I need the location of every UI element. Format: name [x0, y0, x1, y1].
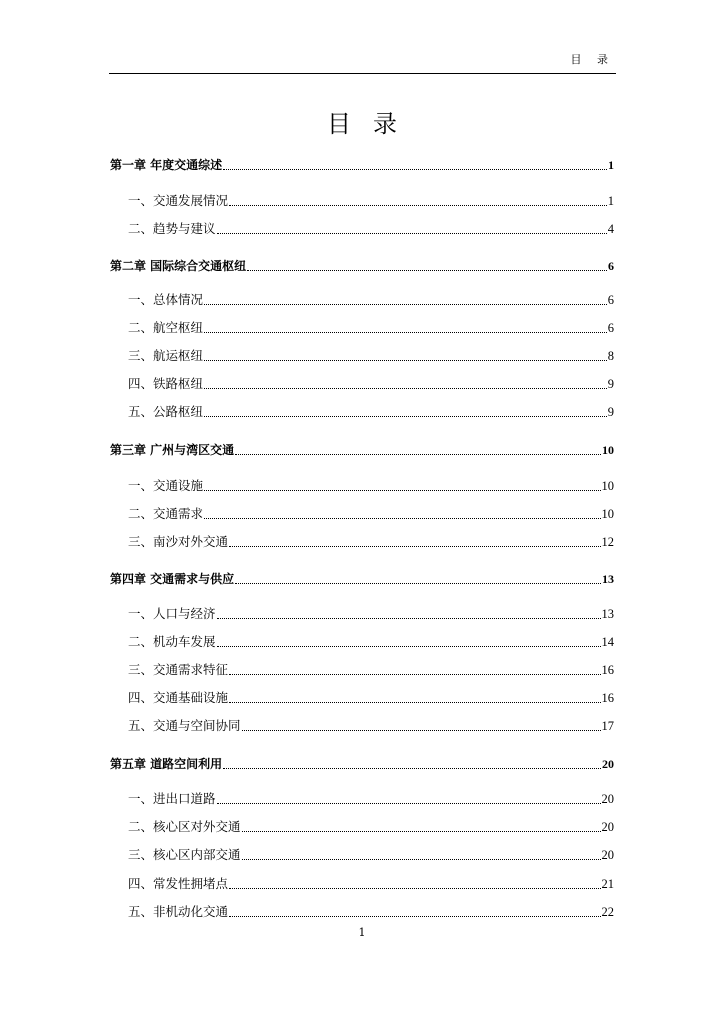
- toc-section[interactable]: [128, 404, 614, 420]
- toc-page-number: 20: [601, 820, 614, 834]
- toc-section[interactable]: [128, 221, 614, 237]
- dot-leader: [217, 803, 601, 804]
- toc-section[interactable]: [128, 904, 614, 920]
- toc-page-number: 8: [607, 349, 614, 363]
- toc-chapter-title: 第五章 道路空间利用: [110, 757, 223, 771]
- toc-section[interactable]: [128, 534, 614, 550]
- dot-leader: [204, 518, 600, 519]
- dot-leader: [217, 618, 601, 619]
- dot-leader: [217, 233, 607, 234]
- toc-chapter-2[interactable]: [110, 258, 614, 274]
- toc-section[interactable]: [128, 791, 614, 807]
- toc-chapter-title: 第四章 交通需求与供应: [110, 572, 235, 586]
- toc-section-title: 四、常发性拥堵点: [128, 876, 229, 891]
- toc-chapter-1[interactable]: [110, 157, 614, 173]
- toc-page-number: 13: [602, 572, 614, 586]
- dot-leader: [229, 916, 600, 917]
- toc-page-number: 10: [601, 507, 614, 521]
- toc-section-title: 二、航空枢纽: [128, 320, 204, 335]
- dot-leader: [235, 454, 601, 455]
- toc-section[interactable]: [128, 662, 614, 678]
- toc-page-number: 21: [601, 877, 614, 891]
- dot-leader: [242, 859, 601, 860]
- toc-section-title: 三、交通需求特征: [128, 662, 229, 677]
- toc-section[interactable]: [128, 478, 614, 494]
- toc-page-number: 4: [607, 222, 614, 236]
- page-number: 1: [358, 926, 366, 939]
- toc-chapter-title: 第二章 国际综合交通枢纽: [110, 259, 247, 273]
- toc-section-title: 四、铁路枢纽: [128, 376, 204, 391]
- toc-page-number: 10: [601, 479, 614, 493]
- dot-leader: [204, 332, 607, 333]
- toc-section-title: 五、交通与空间协同: [128, 718, 241, 733]
- toc-page-number: 9: [607, 405, 614, 419]
- toc-page-number: 1: [607, 194, 614, 208]
- toc-section[interactable]: [128, 348, 614, 364]
- toc-section[interactable]: [128, 690, 614, 706]
- dot-leader: [242, 730, 601, 731]
- dot-leader: [229, 205, 607, 206]
- toc-section-title: 一、交通发展情况: [128, 193, 229, 208]
- toc-page-number: 12: [601, 535, 614, 549]
- toc-section[interactable]: [128, 292, 614, 308]
- toc-page-number: 20: [601, 792, 614, 806]
- toc-page-number: 6: [607, 321, 614, 335]
- toc-section[interactable]: [128, 376, 614, 392]
- toc-section[interactable]: [128, 819, 614, 835]
- toc-page-number: 16: [601, 663, 614, 677]
- toc-section-title: 二、趋势与建议: [128, 221, 216, 236]
- dot-leader: [229, 546, 600, 547]
- toc-section-title: 一、进出口道路: [128, 791, 216, 806]
- toc-chapter-5[interactable]: [110, 756, 614, 772]
- dot-leader: [204, 360, 607, 361]
- toc-section-title: 三、航运枢纽: [128, 348, 204, 363]
- toc-section-title: 五、公路枢纽: [128, 404, 204, 419]
- toc-title: 目录: [327, 110, 419, 138]
- toc-page-number: 1: [608, 158, 614, 172]
- toc-section-title: 二、交通需求: [128, 506, 204, 521]
- toc-section-title: 三、南沙对外交通: [128, 534, 229, 549]
- toc-section-title: 五、非机动化交通: [128, 904, 229, 919]
- dot-leader: [229, 702, 600, 703]
- toc-page-number: 9: [607, 377, 614, 391]
- dot-leader: [217, 646, 601, 647]
- toc-section[interactable]: [128, 847, 614, 863]
- toc-section-title: 三、核心区内部交通: [128, 847, 241, 862]
- dot-leader: [235, 583, 601, 584]
- dot-leader: [204, 490, 600, 491]
- toc-section-title: 四、交通基础设施: [128, 690, 229, 705]
- toc-section-title: 二、核心区对外交通: [128, 819, 241, 834]
- toc-section-title: 一、总体情况: [128, 292, 204, 307]
- toc-page-number: 16: [601, 691, 614, 705]
- dot-leader: [229, 674, 600, 675]
- toc-page-number: 6: [607, 293, 614, 307]
- toc-section[interactable]: [128, 320, 614, 336]
- toc-page-number: 17: [601, 719, 614, 733]
- toc-section[interactable]: [128, 193, 614, 209]
- dot-leader: [223, 169, 607, 170]
- toc-section[interactable]: [128, 506, 614, 522]
- dot-leader: [223, 768, 601, 769]
- toc-page-number: 14: [601, 635, 614, 649]
- running-header: 目 录: [570, 53, 614, 66]
- toc-chapter-title: 第一章 年度交通综述: [110, 158, 223, 172]
- toc-page-number: 22: [601, 905, 614, 919]
- toc-section-title: 一、人口与经济: [128, 606, 216, 621]
- toc-section-title: 二、机动车发展: [128, 634, 216, 649]
- toc-page-number: 6: [608, 259, 614, 273]
- toc-section-title: 一、交通设施: [128, 478, 204, 493]
- toc-page-number: 20: [602, 757, 614, 771]
- dot-leader: [247, 270, 607, 271]
- dot-leader: [229, 888, 600, 889]
- toc-chapter-title: 第三章 广州与湾区交通: [110, 443, 235, 457]
- toc-section[interactable]: [128, 876, 614, 892]
- toc-chapter-4[interactable]: [110, 571, 614, 587]
- dot-leader: [242, 831, 601, 832]
- toc-section[interactable]: [128, 606, 614, 622]
- toc-section[interactable]: [128, 718, 614, 734]
- toc-page-number: 20: [601, 848, 614, 862]
- dot-leader: [204, 304, 607, 305]
- toc-chapter-3[interactable]: [110, 442, 614, 458]
- toc-page-number: 13: [601, 607, 614, 621]
- toc-section[interactable]: [128, 634, 614, 650]
- dot-leader: [204, 416, 607, 417]
- toc-page-number: 10: [602, 443, 614, 457]
- dot-leader: [204, 388, 607, 389]
